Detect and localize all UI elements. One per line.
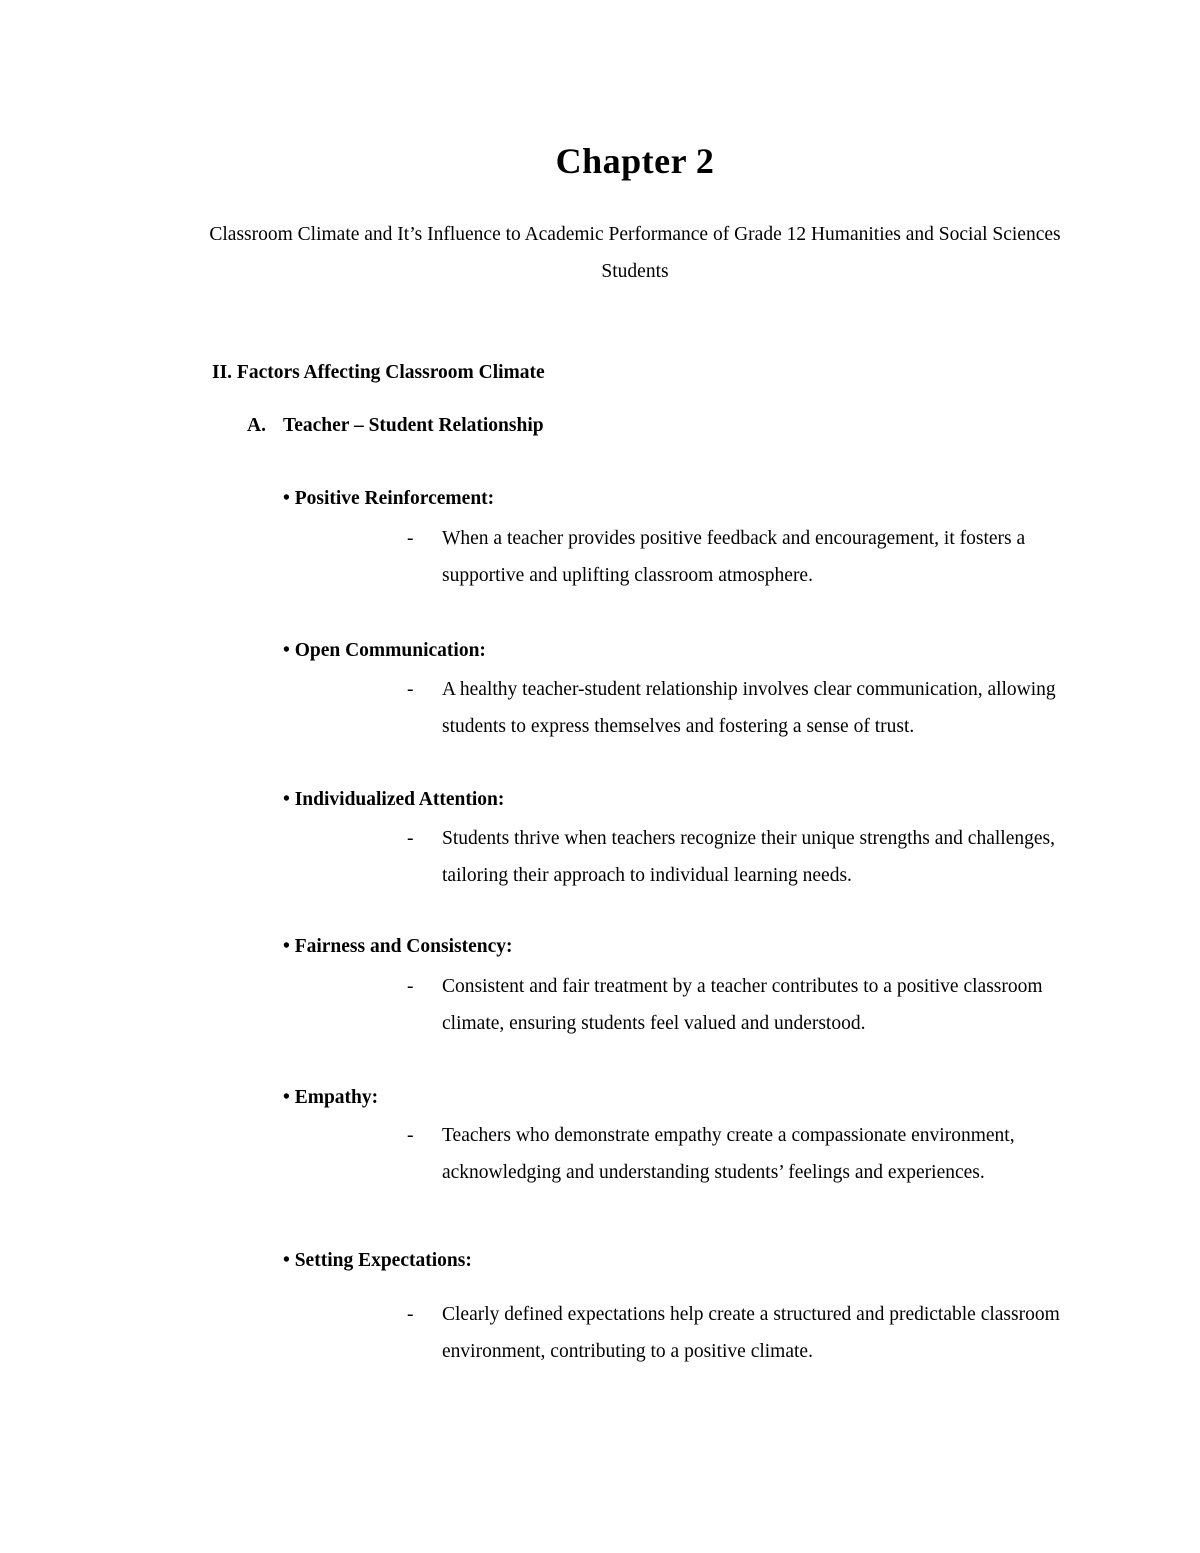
item-heading-individualized-attention: • Individualized Attention:: [283, 789, 505, 810]
section-heading: II. Factors Affecting Classroom Climate: [212, 362, 545, 383]
dash-marker: -: [407, 1125, 414, 1146]
dash-marker: -: [407, 1304, 414, 1325]
item-heading-setting-expectations: • Setting Expectations:: [283, 1250, 472, 1271]
item-body-empathy: [407, 1117, 1067, 1191]
item-body-open-communication: [407, 671, 1067, 745]
item-heading-empathy: • Empathy:: [283, 1087, 379, 1108]
chapter-title: Chapter 2: [555, 141, 715, 181]
dash-marker: -: [407, 828, 414, 849]
item-body-individualized-attention: [407, 820, 1067, 894]
item-heading-open-communication: • Open Communication:: [283, 640, 486, 661]
subsection-heading: [247, 415, 544, 437]
document-subtitle: Classroom Climate and It’s Influence to Academic Performance of Grade 12 Humanities and Social Sciences Students: [209, 224, 1061, 282]
subsection-title: Teacher – Student Relationship: [283, 415, 544, 436]
item-body-setting-expectations: [407, 1296, 1067, 1370]
dash-marker: -: [407, 679, 414, 700]
dash-marker: -: [407, 528, 414, 549]
dash-marker: -: [407, 976, 414, 997]
item-heading-positive-reinforcement: • Positive Reinforcement:: [283, 488, 495, 509]
item-text: A healthy teacher-student relationship involves clear communication, allowing students to express themselves and fostering a sense of trust.: [442, 679, 1056, 737]
item-text: Students thrive when teachers recognize their unique strengths and challenges, tailoring their approach to individual learning needs.: [442, 828, 1055, 886]
subsection-letter: A.: [247, 415, 266, 436]
item-text: Clearly defined expectations help create a structured and predictable classroom environment, contributing to a positive climate.: [442, 1304, 1060, 1362]
item-body-fairness-consistency: [407, 968, 1067, 1042]
item-text: Teachers who demonstrate empathy create a compassionate environment, acknowledging and understanding students’ feelings and experiences.: [442, 1125, 1015, 1183]
item-body-positive-reinforcement: [407, 520, 1067, 594]
item-heading-fairness-consistency: • Fairness and Consistency:: [283, 936, 513, 957]
item-text: When a teacher provides positive feedback and encouragement, it fosters a supportive and uplifting classroom atmosphere.: [442, 528, 1026, 586]
item-text: Consistent and fair treatment by a teacher contributes to a positive classroom climate, ensuring students feel valued and understood.: [442, 976, 1043, 1034]
